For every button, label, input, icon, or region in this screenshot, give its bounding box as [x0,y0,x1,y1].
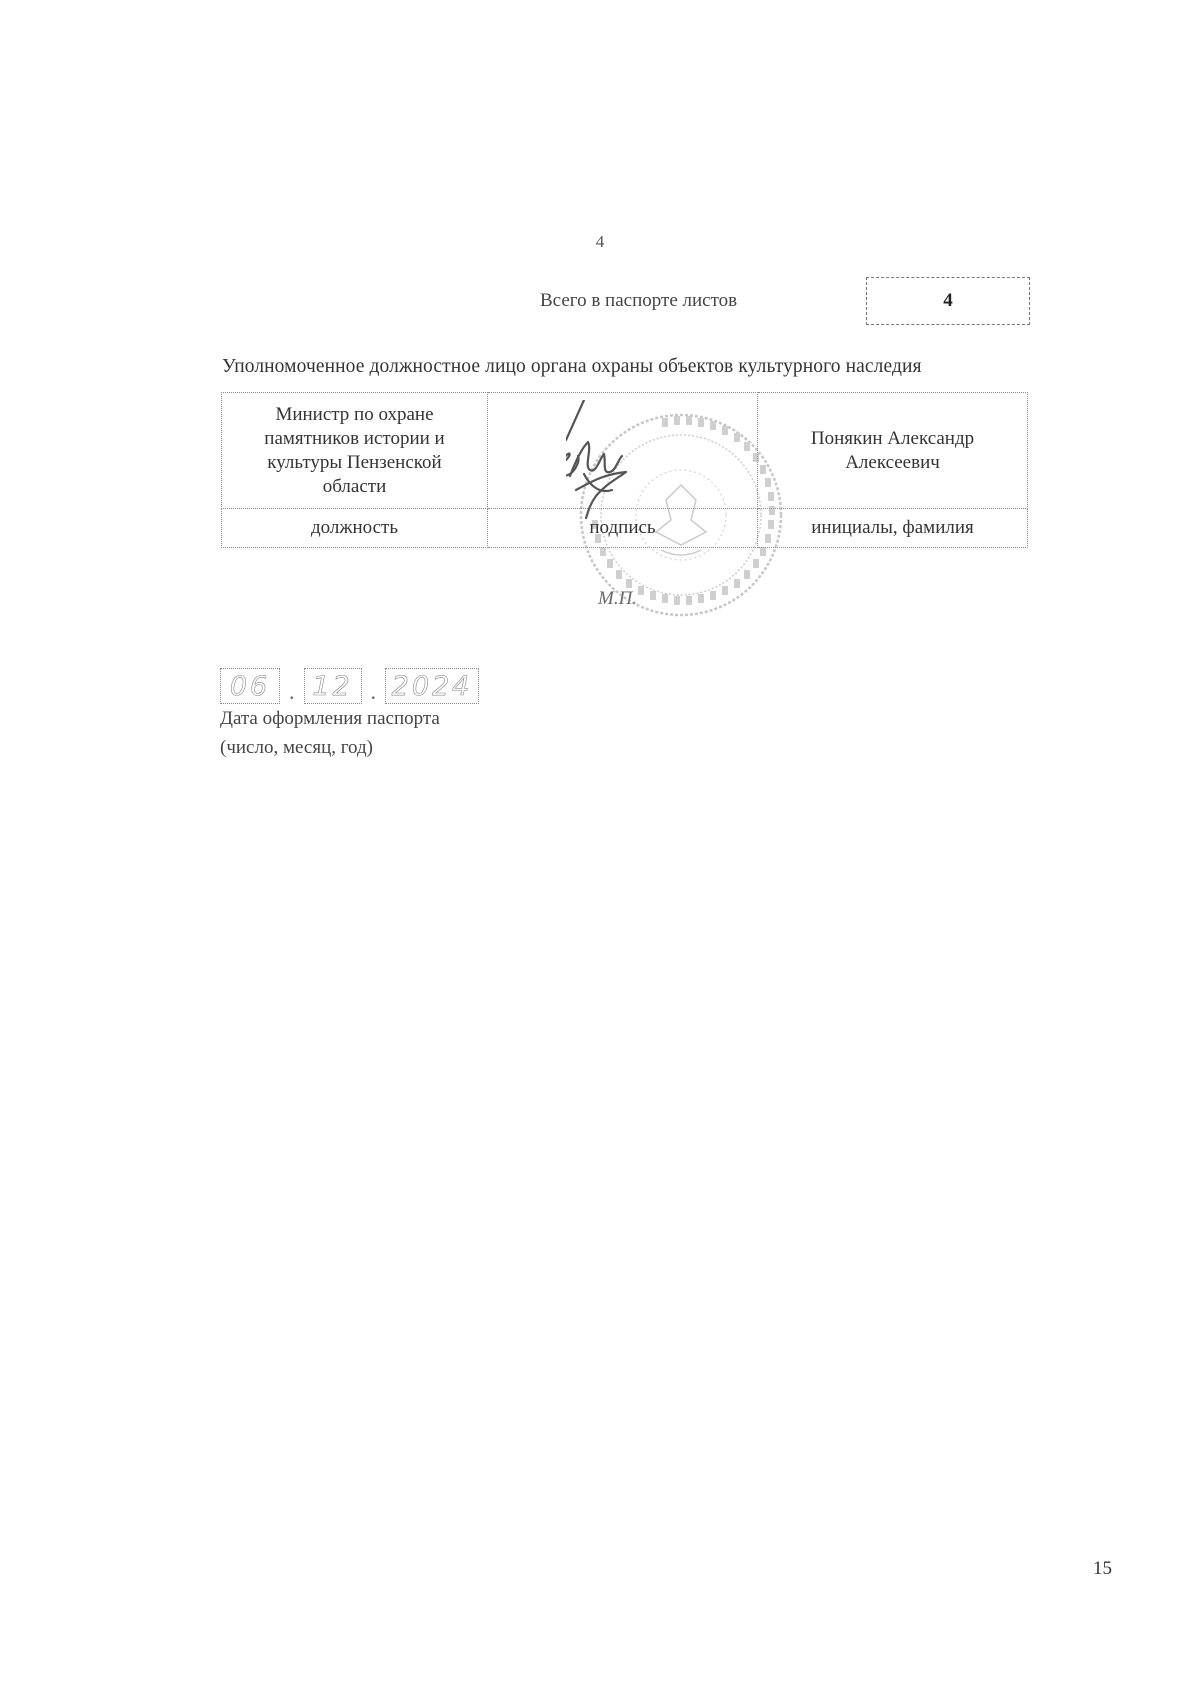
position-line: области [322,475,387,497]
position-line: Министр по охране [275,403,434,425]
date-month-box [304,668,362,704]
total-sheets-label: Всего в паспорте листов [540,290,738,311]
date-year: 2024 [391,670,473,702]
name-cell [758,393,1028,509]
date-month: 12 [312,670,353,702]
name-line: Алексеевич [845,451,940,473]
position-cell [222,393,488,509]
date-day: 06 [229,670,271,702]
official-seal [581,415,781,615]
name-caption: инициалы, фамилия [758,509,1028,548]
total-sheets-value: 4 [943,290,953,311]
date-separator: . [370,679,376,704]
official-seal-and-signature [566,400,796,630]
signature-caption: подпись [589,517,656,538]
date-year-box [385,668,479,704]
date-day-box [220,668,280,704]
page-number-bottom: 15 [1093,1558,1112,1579]
position-line: культуры Пензенской [267,451,442,473]
handwritten-signature [566,400,626,518]
date-separator: . [289,679,295,704]
name-line: Понякин Александр [810,427,975,449]
date-caption: Дата оформления паспорта [220,708,440,729]
position-caption: должность [222,509,488,548]
seal-label: М.П. [598,588,638,609]
official-heading: Уполномоченное должностное лицо органа охраны объектов культурного наследия [222,356,922,377]
date-format-caption: (число, месяц, год) [220,737,374,758]
issue-date [220,666,479,706]
position-line: памятников истории и [264,427,445,449]
total-sheets-box [866,277,1030,325]
page-number-top: 4 [595,232,605,251]
